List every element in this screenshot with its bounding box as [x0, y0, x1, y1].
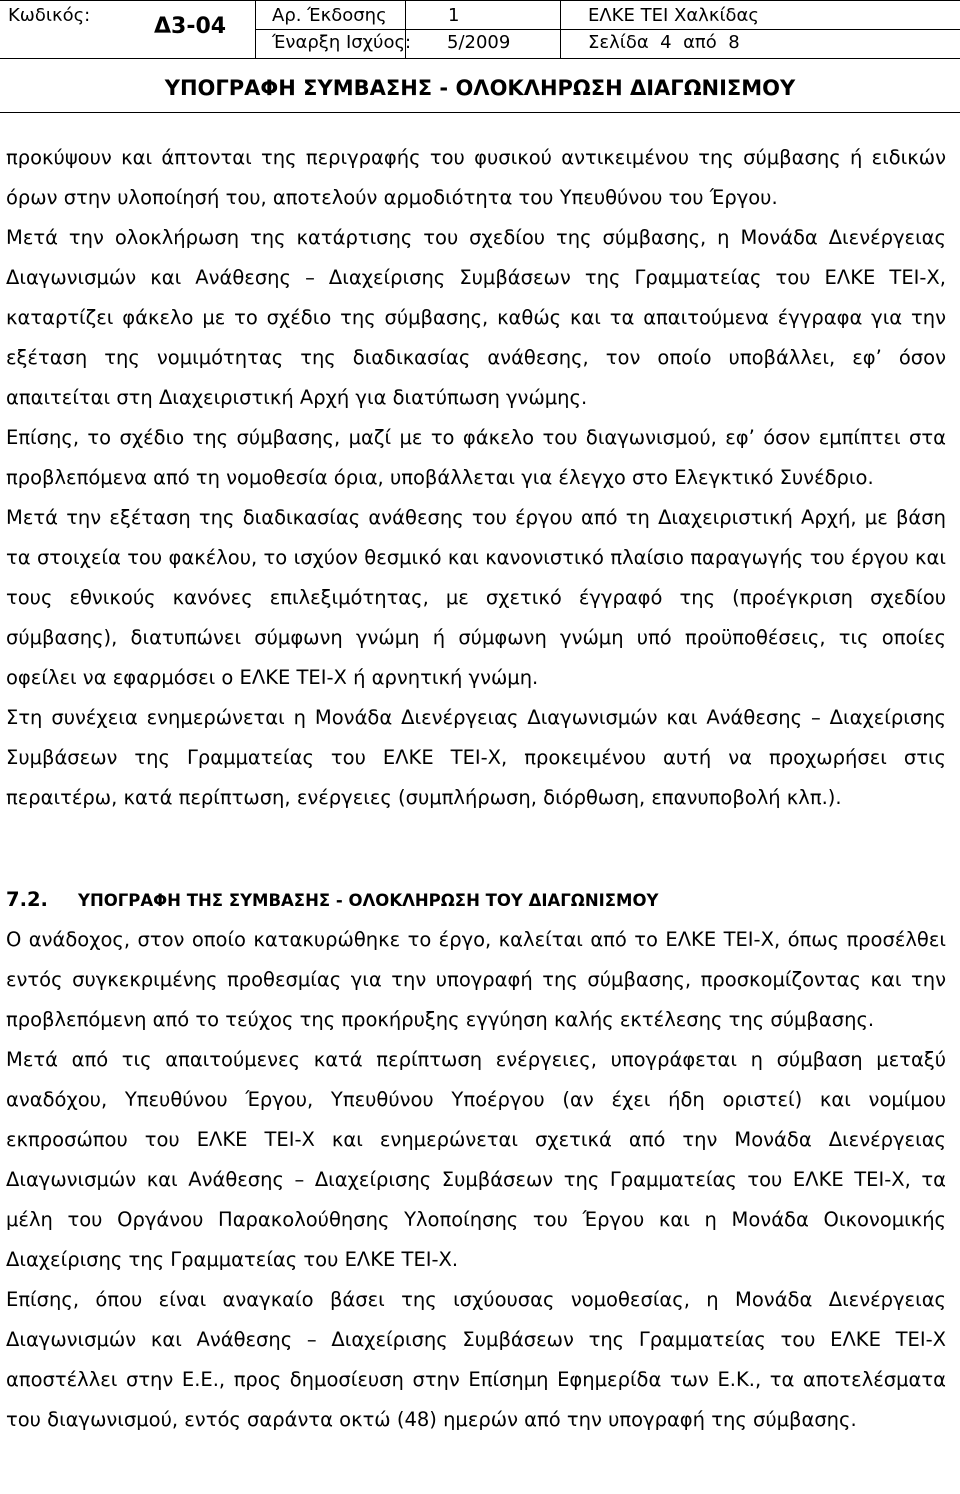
- header-top-border: [0, 0, 960, 1]
- section-number: 7.2.: [6, 888, 48, 911]
- paragraph: Επίσης, το σχέδιο της σύμβασης, μαζί με το φάκελο του διαγωνισμού, εφ’ όσον εμπίπτει στα προβλεπόμενα από τη νομοθεσία όρια, υποβάλλεται για έλεγχο στο Ελεγκτικό Συνέδριο.: [6, 426, 946, 489]
- organization-name: ΕΛΚΕ ΤΕΙ Χαλκίδας: [588, 5, 759, 26]
- effective-label: Έναρξη Ισχύος:: [272, 32, 412, 53]
- section-body: [6, 920, 946, 1440]
- section-title: ΥΠΟΓΡΑΦΗ ΤΗΣ ΣΥΜΒΑΣΗΣ - ΟΛΟΚΛΗΡΩΣΗ ΤΟΥ ΔΙΑΓΩΝΙΣΜΟΥ: [78, 891, 659, 910]
- header-col-divider-1: [255, 0, 256, 58]
- document-title: ΥΠΟΓΡΑΦΗ ΣΥΜΒΑΣΗΣ - ΟΛΟΚΛΗΡΩΣΗ ΔΙΑΓΩΝΙΣΜΟΥ: [164, 76, 796, 100]
- header-bottom-border: [0, 112, 960, 113]
- header-middle-divider: [0, 58, 960, 59]
- effective-value: 5/2009: [447, 32, 511, 53]
- paragraph: Μετά από τις απαιτούμενες κατά περίπτωση ενέργειες, υπογράφεται η σύμβαση μεταξύ αναδόχου, Υπευθύνου Έργου, Υπευθύνου Υποέργου (αν έχει ήδη οριστεί) και νομίμου εκπροσώπου του ΕΛΚΕ ΤΕΙ-Χ και ενημερώνεται σχετικά από την Μονάδα Διενέργειας Διαγωνισμών και Ανάθεσης – Διαχείρισης Συμβάσεων της Γραμματείας του ΕΛΚΕ ΤΕΙ-Χ, τα μέλη του Οργάνου Παρακολούθησης Υλοποίησης του Έργου και η Μονάδα Οικονομικής Διαχείρισης της Γραμματείας του ΕΛΚΕ ΤΕΙ-Χ.: [6, 1048, 946, 1271]
- paragraph: Στη συνέχεια ενημερώνεται η Μονάδα Διενέργειας Διαγωνισμών και Ανάθεσης – Διαχείρισης Συμβάσεων της Γραμματείας του ΕΛΚΕ ΤΕΙ-Χ, προκειμένου αυτή να προχωρήσει στις περαιτέρω, κατά περίπτωση, ενέργειες (συμπλήρωση, διόρθωση, επανυποβολή κλπ.).: [6, 706, 946, 809]
- paragraph: Ο ανάδοχος, στον οποίο κατακυρώθηκε το έργο, καλείται από το ΕΛΚΕ ΤΕΙ-Χ, όπως προσέλθει εντός συγκεκριμένης προθεσμίας για την υπογραφή της σύμβασης, προσκομίζοντας και την προβλεπόμενη από το τεύχος της προκήρυξης εγγύηση καλής εκτέλεσης της σύμβασης.: [6, 928, 946, 1031]
- paragraph: Μετά την ολοκλήρωση της κατάρτισης του σχεδίου της σύμβασης, η Μονάδα Διενέργειας Διαγωνισμών και Ανάθεσης – Διαχείρισης Συμβάσεων της Γραμματείας του ΕΛΚΕ ΤΕΙ-Χ, καταρτίζει φάκελο με το σχέδιο της σύμβασης, καθώς και τα απαιτούμενα έγγραφα για την εξέταση της νομιμότητας της διαδικασίας ανάθεσης, τον οποίο υποβάλλει, εφ’ όσον απαιτείται στη Διαχειριστική Αρχή για διατύπωση γνώμης.: [6, 226, 946, 409]
- paragraph: Επίσης, όπου είναι αναγκαίο βάσει της ισχύουσας νομοθεσίας, η Μονάδα Διενέργειας Διαγωνισμών και Ανάθεσης – Διαχείρισης Συμβάσεων της Γραμματείας του ΕΛΚΕ ΤΕΙ-Χ αποστέλλει στην Ε.Ε., προς δημοσίευση στην Επίσημη Εφημερίδα των Ε.Κ., τα αποτελέσματα του διαγωνισμού, εντός σαράντα οκτώ (48) ημερών από την υπογραφή της σύμβασης.: [6, 1288, 946, 1431]
- code-label: Κωδικός:: [8, 5, 91, 26]
- body-section: [6, 138, 946, 818]
- header-col-divider-3: [560, 0, 561, 58]
- page-info: Σελίδα 4 από 8: [588, 32, 740, 53]
- document-header: [0, 0, 960, 113]
- paragraph: προκύψουν και άπτονται της περιγραφής του φυσικού αντικειμένου της σύμβασης ή ειδικών όρων στην υλοποίησή του, αποτελούν αρμοδιότητα του Υπευθύνου του Έργου.: [6, 146, 946, 209]
- edition-label: Αρ. Έκδοσης: [272, 5, 387, 26]
- code-value: Δ3-04: [154, 14, 227, 39]
- section-heading: [6, 880, 658, 921]
- paragraph: Μετά την εξέταση της διαδικασίας ανάθεσης του έργου από τη Διαχειριστική Αρχή, με βάση τα στοιχεία του φακέλου, το ισχύον θεσμικό και κανονιστικό πλαίσιο παραγωγής του έργου και τους εθνικούς κανόνες επιλεξιμότητας, με σχετικό έγγραφό της (προέγκριση σχεδίου σύμβασης), διατυπώνει σύμφωνη γνώμη ή σύμφωνη γνώμη υπό προϋποθέσεις, τις οποίες οφείλει να εφαρμόσει ο ΕΛΚΕ ΤΕΙ-Χ ή αρνητική γνώμη.: [6, 506, 946, 689]
- edition-value: 1: [448, 5, 460, 26]
